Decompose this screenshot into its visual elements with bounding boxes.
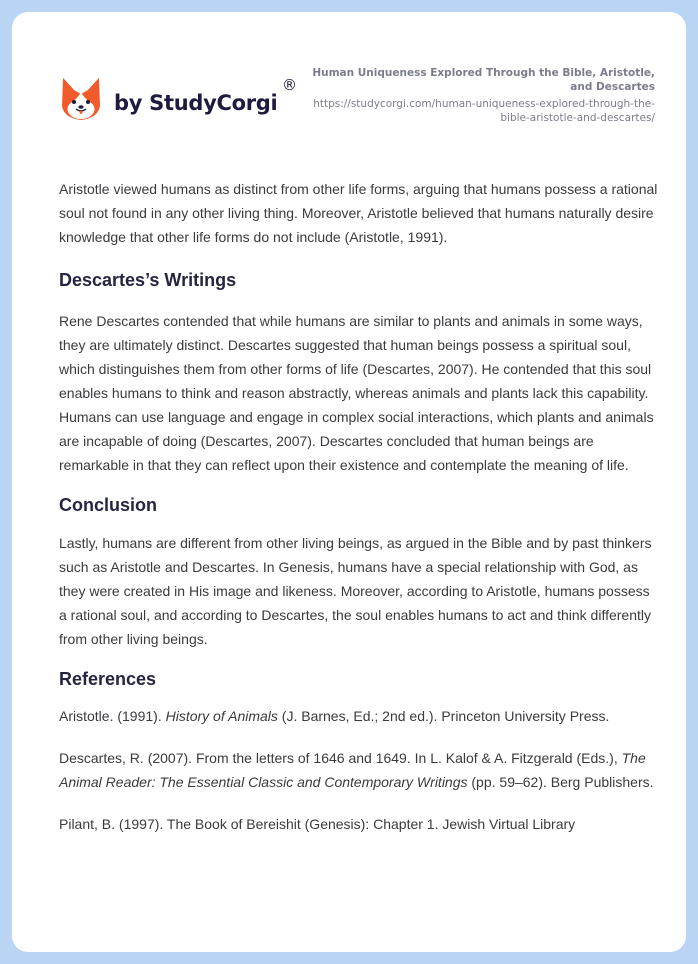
document-page [12, 12, 686, 952]
article-body [59, 177, 659, 854]
studycorgi-logo[interactable] [60, 76, 297, 122]
document-url[interactable]: https://studycorgi.com/human-uniqueness-explored-through-the-bible-aristotle-and-descartes/ [313, 98, 655, 124]
page-header [12, 12, 686, 162]
section-heading-references: References [59, 669, 157, 689]
document-meta [295, 66, 655, 125]
section-heading-conclusion: Conclusion [59, 495, 157, 515]
intro-paragraph: Aristotle viewed humans as distinct from other life forms, arguing that humans possess a rational soul not found in any other living thing. Moreover, Aristotle believed that humans naturally desire knowledge that other life forms do not include (Aristotle, 1991). [59, 181, 658, 245]
section-heading-descartes: Descartes’s Writings [59, 270, 237, 290]
registered-mark: ® [282, 76, 297, 94]
corgi-logo-icon [60, 76, 102, 122]
brand-name: by StudyCorgi [114, 91, 278, 115]
conclusion-paragraph: Lastly, humans are different from other living beings, as argued in the Bible and by past thinkers such as Aristotle and Descartes. In Genesis, humans have a special relationship with God, as they were created in His image and likeness. Moreover, according to Aristotle, humans possess a rational soul, and according to Descartes, the soul enables humans to act and think differently from other living beings. [59, 535, 652, 647]
reference-item [59, 704, 659, 728]
descartes-paragraph: Rene Descartes contended that while humans are similar to plants and animals in some ways, they are ultimately distinct. Descartes suggested that human beings possess a spiritual soul, which distinguishes them from other forms of life (Descartes, 2007). He contended that this soul enables humans to think and reason abstractly, whereas animals and plants lack this capability. Humans can use language and engage in complex social interactions, which plants and animals are incapable of doing (Descartes, 2007). Descartes concluded that human beings are remarkable in that they can reflect upon their existence and contemplate the meaning of life. [59, 313, 654, 473]
document-title: Human Uniqueness Explored Through the Bible, Aristotle, and Descartes [312, 67, 655, 93]
reference-item [59, 746, 659, 794]
reference-text: Pilant, B. (1997). The Book of Bereishit (Genesis): Chapter 1. Jewish Virtual Library [59, 816, 576, 832]
reference-item [59, 812, 659, 836]
reference-text: (J. Barnes, Ed.; 2nd ed.). Princeton University Press. [277, 708, 610, 724]
reference-title: History of Animals [165, 708, 278, 724]
reference-text: Aristotle. (1991). [59, 708, 166, 724]
reference-title: The Animal Reader: The Essential Classic and Contemporary Writings [59, 750, 646, 790]
reference-text: Descartes, R. (2007). From the letters of 1646 and 1649. In L. Kalof & A. Fitzgerald (Eds.), [59, 750, 622, 766]
reference-text: (pp. 59–62). Berg Publishers. [467, 774, 654, 790]
